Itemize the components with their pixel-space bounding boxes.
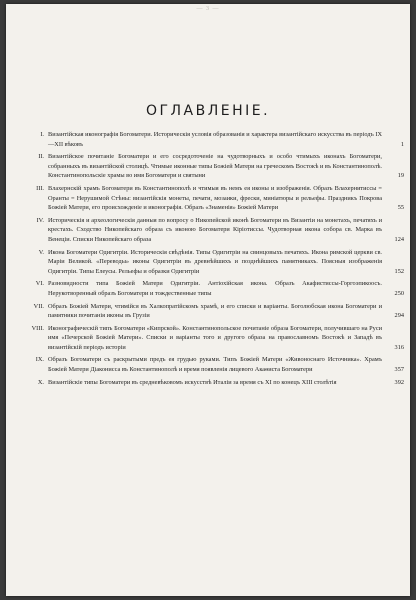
toc-entry-number: IX.	[35, 356, 44, 364]
toc-entry-text: Образъ Богоматери съ раскрытыми предъ ея грудью руками. Типъ Божіей Матери «Живоноснаго Источника». Храмъ Божіей Матери Діаконисса въ Константинополѣ и время появленія лицевого Акаѳиста Богоматери	[48, 356, 382, 374]
toc-entry-page: 19	[397, 172, 404, 180]
toc-entry	[26, 216, 404, 245]
book-page	[6, 4, 410, 596]
toc-entry-number: I.	[40, 131, 44, 138]
toc-entry	[26, 248, 404, 277]
toc-entry-number: II.	[38, 153, 44, 161]
toc-entry-number: IV.	[36, 216, 44, 224]
toc-entry-page: 294	[394, 312, 404, 320]
toc-entry-number: VI.	[35, 280, 44, 288]
toc-entry-text: Византійскіе типы Богоматери въ средневѣковомъ искусствѣ Италіи за время съ XI по конецъ XIII столѣтія	[48, 378, 337, 386]
toc-entry-text: Образъ Божіей Матери, чтимійся въ Халкопратійскомъ храмѣ, и его списки и варіанты. Боголюбская икона Богоматери и памятники почитанія иконы въ Грузіи	[48, 302, 382, 320]
toc-entry-page: 1	[400, 140, 404, 148]
toc-entry-text: Влахернскій храмъ Богоматери въ Константинополѣ и чтимыя въ немъ ея иконы и изображенія. Образъ Влахернитиссы = Оранты = Нерушимой Стѣны: византійскія монеты, печати, мозаики, фрески, миніатюры и рельефы. Праздникъ Покрова Божіей Матери, его происхожденіе и иконографія. Образъ «Знаменія» Божіей Матери	[48, 184, 382, 212]
toc-entry-page: 316	[394, 343, 404, 351]
toc-entry-text: Византійская иконографія Богоматери. Историческія условія образованія и характера византійскаго искусства въ періодъ IX—XII вѣковъ	[48, 131, 382, 148]
toc-entry-number: X.	[37, 378, 44, 386]
page-header: — 3 —	[196, 6, 220, 12]
toc-entry-number: VIII.	[31, 324, 44, 332]
page-title: ОГЛАВЛЕНІЕ.	[145, 103, 271, 119]
toc-entry	[26, 302, 404, 321]
toc-entry-number: III.	[36, 184, 44, 192]
toc-entry-page: 392	[394, 378, 404, 386]
toc-entry	[26, 152, 404, 181]
toc-entry	[26, 324, 404, 353]
toc-entry-page: 55	[397, 204, 404, 212]
toc-entry-text: Историческія и археологическія данныя по вопросу о Никопейской иконѣ Богоматери въ Византіи на монетахъ, печатяхъ и крестахъ. Сходство Никопейскаго образа съ иконою Богоматери Кіріотиссы. Чудотворная икона собора св. Марка въ Венеціи. Списки Никопейскаго образа	[48, 216, 382, 243]
toc-entry-text: Иконографическій типъ Богоматери «Кипрской». Константинопольское почитаніе образа Богоматери, получившаго на Руси имя «Печерской Божіей Матери». Списки и варіанты того и другого образа на православномъ Востокѣ и Западѣ въ византійскій періодъ исторіи	[48, 324, 382, 351]
toc-entry-text: Византійское почитаніе Богоматери и его сосредоточеніе на чудотворныхъ и особо чтимыхъ иконахъ Богоматери, собранныхъ въ византійской столицѣ. Чтимые иконные типы Божіей Матери на греческомъ Востокѣ и въ Константинополѣ. Константинопольскіе храмы во имя Богоматери и святыни	[48, 153, 382, 180]
toc-entry-page: 124	[394, 235, 404, 243]
toc-entry	[26, 378, 404, 388]
toc-entry-text: Икона Богоматери Одигитріи. Историческія свѣдѣнія. Типы Одигитріи на свинцовыхъ печатяхъ. Икона римской церкви св. Маріи Великой. «Переводы» иконы Одигитріи въ древнѣйшихъ и позднѣйшихъ памятникахъ. Поясныя изображенія Одигитріи. Типы Елеусы. Рельефы и образки Одигитріи	[48, 248, 382, 275]
toc-entry-page: 250	[394, 289, 404, 297]
toc-entry-number: V.	[38, 248, 44, 256]
table-of-contents	[26, 130, 404, 390]
toc-entry-number: VII.	[33, 302, 44, 310]
toc-entry-page: 152	[394, 267, 404, 275]
toc-entry-page: 357	[394, 366, 404, 374]
toc-entry	[26, 184, 404, 213]
toc-entry	[26, 279, 404, 298]
toc-entry	[26, 130, 404, 149]
toc-entry	[26, 355, 404, 374]
toc-entry-text: Разновидности типа Божіей Матери Одигитріи. Антіохійская икона. Образъ Акафистиссы-Горгоэпикоосъ. Нерукотворенный образъ Богоматери и тождественные типы	[48, 280, 382, 297]
